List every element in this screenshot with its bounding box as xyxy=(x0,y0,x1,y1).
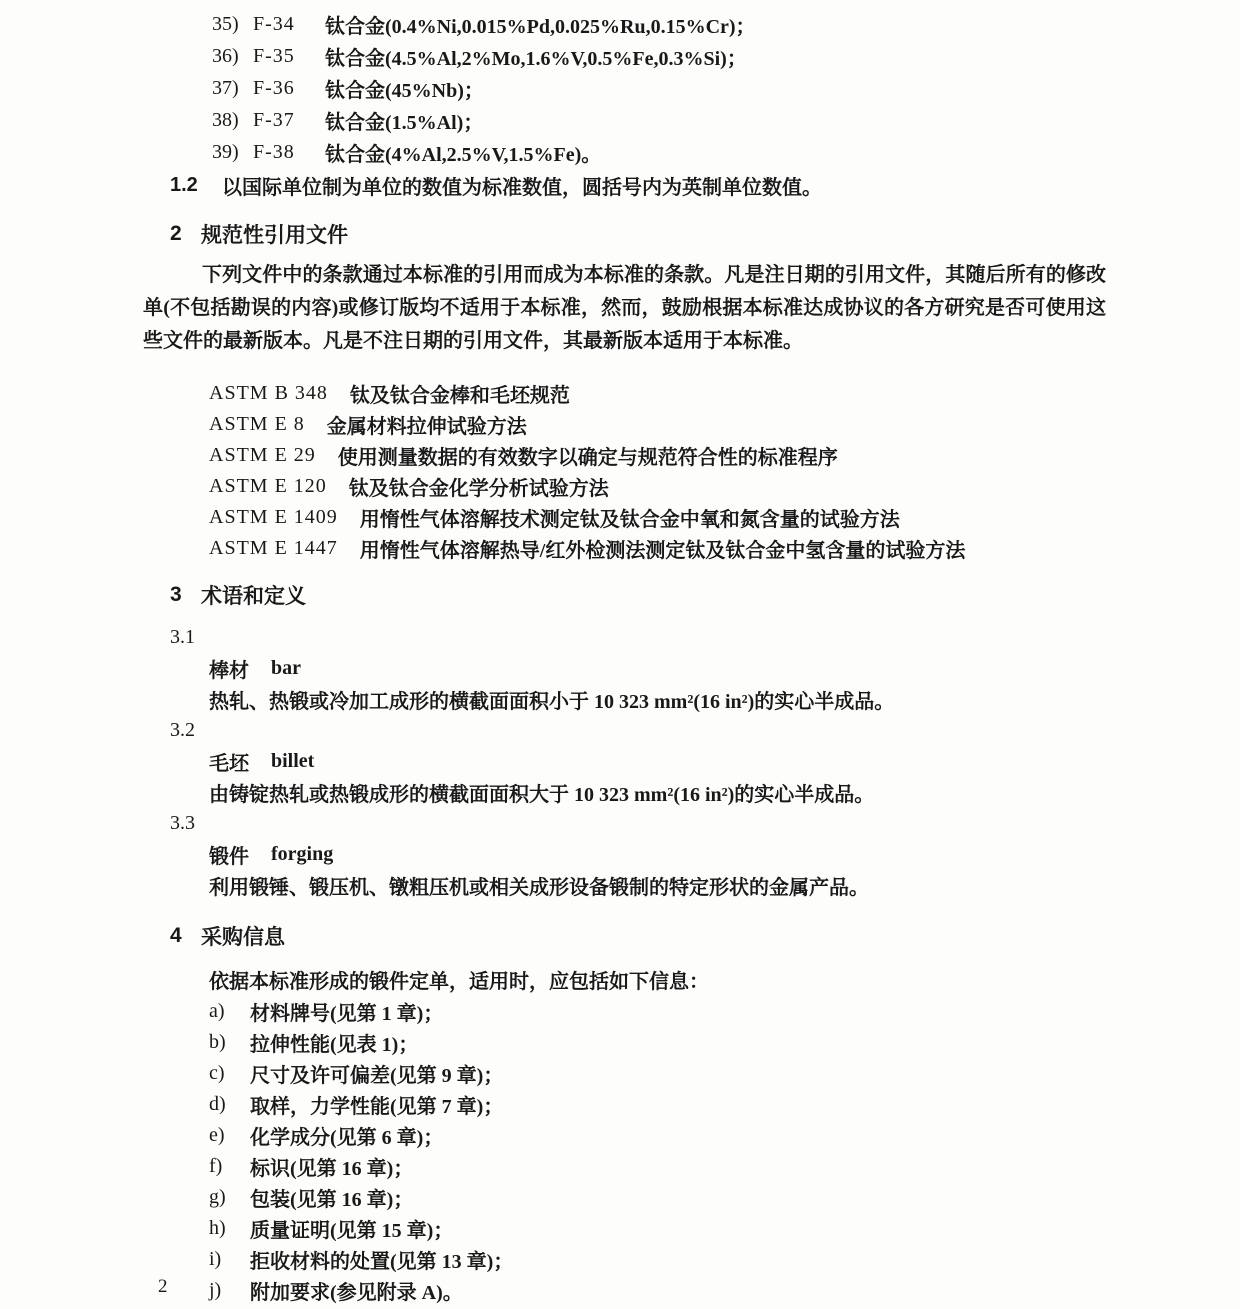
terms-and-definitions xyxy=(143,622,1106,901)
reference-designation: ASTM E 120 xyxy=(209,475,327,497)
item-text: 标识(见第 16 章)； xyxy=(250,1158,414,1180)
section-number: 3 xyxy=(170,583,182,606)
section-number: 4 xyxy=(170,924,182,947)
alloy-grade-code: F-38 xyxy=(253,140,295,163)
term-chinese: 毛坯 xyxy=(209,753,249,775)
item-letter: h) xyxy=(209,1217,226,1239)
alloy-grade-code: F-34 xyxy=(253,12,295,35)
item-letter: f) xyxy=(209,1155,223,1177)
purchase-list-item xyxy=(209,996,1106,1027)
alloy-description: 钛合金(1.5%Al)； xyxy=(325,111,484,134)
reference-item xyxy=(209,502,1106,533)
reference-list xyxy=(209,378,1106,564)
section-title: 规范性引用文件 xyxy=(201,224,348,247)
item-text: 化学成分(见第 6 章)； xyxy=(250,1127,444,1149)
alloy-list-item xyxy=(212,104,1106,136)
item-number: 35) xyxy=(212,12,239,35)
item-text: 拒收材料的处置(见第 13 章)； xyxy=(250,1251,514,1273)
clause-text: 以国际单位制为单位的数值为标准数值，圆括号内为英制单位数值。 xyxy=(222,177,822,199)
alloy-grade-code: F-36 xyxy=(253,76,295,99)
reference-title: 用惰性气体溶解技术测定钛及钛合金中氧和氮含量的试验方法 xyxy=(359,509,900,531)
term-english: bar xyxy=(271,657,301,679)
reference-designation: ASTM E 1447 xyxy=(209,537,338,559)
term-english: billet xyxy=(271,750,315,772)
term-row xyxy=(209,839,1106,870)
clause-1-2 xyxy=(170,169,1106,202)
item-text: 取样，力学性能(见第 7 章)； xyxy=(250,1096,504,1118)
purchase-list-item xyxy=(209,1213,1106,1244)
purchase-list-item xyxy=(209,1182,1106,1213)
purchase-info-list xyxy=(209,996,1106,1306)
item-number: 39) xyxy=(212,140,239,163)
item-number: 36) xyxy=(212,44,239,67)
term-english: forging xyxy=(271,843,334,865)
term-entry xyxy=(143,622,1106,715)
section-2-heading xyxy=(170,219,1106,249)
reference-title: 钛及钛合金棒和毛坯规范 xyxy=(349,385,570,407)
term-row xyxy=(209,653,1106,684)
term-entry xyxy=(143,808,1106,901)
item-number: 37) xyxy=(212,76,239,99)
alloy-list-item xyxy=(212,8,1106,40)
reference-item xyxy=(209,533,1106,564)
item-letter: d) xyxy=(209,1093,226,1115)
item-letter: j) xyxy=(209,1279,222,1301)
item-text: 附加要求(参见附录 A)。 xyxy=(250,1282,463,1304)
section-title: 采购信息 xyxy=(201,926,285,949)
term-definition: 热轧、热锻或冷加工成形的横截面面积小于 10 323 mm²(16 in²)的实心半成品。 xyxy=(209,691,895,713)
section-3-heading xyxy=(170,580,1106,610)
item-letter: g) xyxy=(209,1186,226,1208)
alloy-description: 钛合金(4%Al,2.5%V,1.5%Fe)。 xyxy=(325,143,602,166)
item-text: 尺寸及许可偏差(见第 9 章)； xyxy=(250,1065,504,1087)
reference-title: 钛及钛合金化学分析试验方法 xyxy=(348,478,609,500)
reference-item xyxy=(209,409,1106,440)
reference-designation: ASTM B 348 xyxy=(209,382,328,404)
term-clause-number: 3.1 xyxy=(170,626,195,648)
purchase-info-intro: 依据本标准形成的锻件定单，适用时，应包括如下信息： xyxy=(209,971,709,993)
page-content xyxy=(143,8,1106,1306)
section-number: 2 xyxy=(170,222,182,245)
item-text: 质量证明(见第 15 章)； xyxy=(250,1220,454,1242)
item-letter: a) xyxy=(209,1000,225,1022)
alloy-grade-list xyxy=(212,8,1106,168)
purchase-list-item xyxy=(209,1058,1106,1089)
term-definition: 由铸锭热轧或热锻成形的横截面面积大于 10 323 mm²(16 in²)的实心半成品。 xyxy=(209,784,875,806)
alloy-list-item xyxy=(212,72,1106,104)
reference-title: 使用测量数据的有效数字以确定与规范符合性的标准程序 xyxy=(337,447,838,469)
term-chinese: 棒材 xyxy=(209,660,249,682)
item-letter: c) xyxy=(209,1062,225,1084)
term-chinese: 锻件 xyxy=(209,846,249,868)
alloy-list-item xyxy=(212,136,1106,168)
section-4-heading xyxy=(170,921,1106,951)
term-clause-number: 3.2 xyxy=(170,719,195,741)
purchase-list-item xyxy=(209,1275,1106,1306)
item-letter: e) xyxy=(209,1124,225,1146)
alloy-description: 钛合金(0.4%Ni,0.015%Pd,0.025%Ru,0.15%Cr)； xyxy=(325,15,756,38)
item-letter: b) xyxy=(209,1031,226,1053)
reference-title: 用惰性气体溶解热导/红外检测法测定钛及钛合金中氢含量的试验方法 xyxy=(359,540,966,562)
reference-designation: ASTM E 29 xyxy=(209,444,316,466)
normative-references-paragraph: 下列文件中的条款通过本标准的引用而成为本标准的条款。凡是注日期的引用文件，其随后所有的修改单(不包括勘误的内容)或修订版均不适用于本标准，然而，鼓励根据本标准达成协议的各方研究是否可使用这些文件的最新版本。凡是不注日期的引用文件，其最新版本适用于本标准。 xyxy=(143,264,1106,352)
item-number: 38) xyxy=(212,108,239,131)
item-text: 材料牌号(见第 1 章)； xyxy=(250,1003,444,1025)
purchase-list-item xyxy=(209,1244,1106,1275)
reference-designation: ASTM E 8 xyxy=(209,413,305,435)
term-row xyxy=(209,746,1106,777)
alloy-grade-code: F-35 xyxy=(253,44,295,67)
alloy-grade-code: F-37 xyxy=(253,108,295,131)
term-entry xyxy=(143,715,1106,808)
item-text: 包装(见第 16 章)； xyxy=(250,1189,414,1211)
term-definition: 利用锻锤、锻压机、镦粗压机或相关成形设备锻制的特定形状的金属产品。 xyxy=(209,877,869,899)
reference-title: 金属材料拉伸试验方法 xyxy=(326,416,527,438)
reference-item xyxy=(209,440,1106,471)
section-title: 术语和定义 xyxy=(201,585,306,608)
purchase-list-item xyxy=(209,1089,1106,1120)
reference-item xyxy=(209,378,1106,409)
term-clause-number: 3.3 xyxy=(170,812,195,834)
item-text: 拉伸性能(见表 1)； xyxy=(250,1034,419,1056)
alloy-description: 钛合金(4.5%Al,2%Mo,1.6%V,0.5%Fe,0.3%Si)； xyxy=(325,47,747,70)
item-letter: i) xyxy=(209,1248,222,1270)
reference-designation: ASTM E 1409 xyxy=(209,506,338,528)
clause-number: 1.2 xyxy=(170,174,198,196)
page-number: 2 xyxy=(158,1276,168,1297)
alloy-list-item xyxy=(212,40,1106,72)
purchase-list-item xyxy=(209,1120,1106,1151)
alloy-description: 钛合金(45%Nb)； xyxy=(325,79,484,102)
purchase-list-item xyxy=(209,1027,1106,1058)
reference-item xyxy=(209,471,1106,502)
purchase-list-item xyxy=(209,1151,1106,1182)
